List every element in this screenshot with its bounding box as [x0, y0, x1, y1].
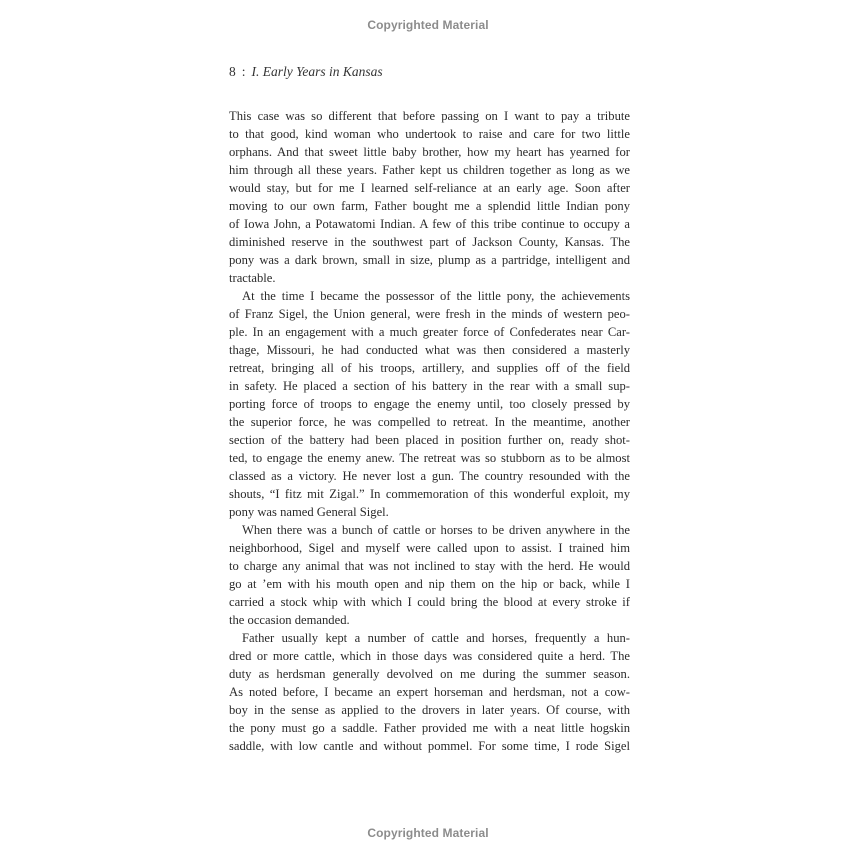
text-line: Father usually kept a number of cattle and horses, frequently a hun-: [242, 631, 630, 645]
text-line: of Iowa John, a Potawatomi Indian. A few of this tribe continue to occupy a: [229, 217, 630, 231]
text-line: carried a stock whip with which I could bring the blood at every stroke if: [229, 595, 630, 609]
text-line: ted, to engage the enemy anew. The retreat was so stubborn as to be almost: [229, 451, 630, 465]
text-line: thage, Missouri, he had conducted what was then considered a masterly: [229, 343, 630, 357]
text-line: dred or more cattle, which in those days was considered quite a herd. The: [229, 649, 630, 663]
text-line: in safety. He placed a section of his battery in the rear with a small sup-: [229, 379, 630, 393]
text-line: orphans. And that sweet little baby brother, how my heart has yearned for: [229, 145, 630, 159]
text-line: As noted before, I became an expert horseman and herdsman, not a cow-: [229, 685, 630, 699]
page-number: 8: [229, 64, 236, 79]
body-text: [229, 107, 630, 755]
text-line: pony was named General Sigel.: [229, 505, 389, 519]
paragraph: [229, 287, 630, 521]
chapter-title: I. Early Years in Kansas: [251, 64, 383, 79]
text-line: boy in the sense as applied to the drovers in later years. Of course, with: [229, 703, 630, 717]
paragraph: [229, 107, 630, 287]
copyright-watermark-bottom: Copyrighted Material: [367, 826, 489, 840]
text-line: shouts, “I fitz mit Zigal.” In commemoration of this wonderful exploit, my: [229, 487, 630, 501]
text-line: him through all these years. Father kept us children together as long as we: [229, 163, 630, 177]
text-line: This case was so different that before passing on I want to pay a tribute: [229, 109, 630, 123]
text-line: tractable.: [229, 271, 276, 285]
running-head-separator: :: [241, 64, 246, 79]
text-line: retreat, bringing all of his troops, artillery, and supplies off of the field: [229, 361, 630, 375]
text-line: the occasion demanded.: [229, 613, 350, 627]
text-line: the superior force, he was compelled to retreat. In the meantime, another: [229, 415, 630, 429]
text-line: of Franz Sigel, the Union general, were fresh in the minds of western peo-: [229, 307, 630, 321]
text-line: the pony must go a saddle. Father provided me with a neat little hogskin: [229, 721, 630, 735]
text-line: saddle, with low cantle and without pommel. For some time, I rode Sigel: [229, 739, 630, 753]
text-line: moving to our own farm, Father bought me a splendid little Indian pony: [229, 199, 630, 213]
text-line: ple. In an engagement with a much greater force of Confederates near Car-: [229, 325, 630, 339]
text-line: to that good, kind woman who undertook to raise and care for two little: [229, 127, 630, 141]
text-line: would stay, but for me I learned self-reliance at an early age. Soon after: [229, 181, 630, 195]
text-line: pony was a dark brown, small in size, plump as a partridge, intelligent and: [229, 253, 630, 267]
paragraph: [229, 629, 630, 755]
text-line: classed as a victory. He never lost a gun. The country resounded with the: [229, 469, 630, 483]
text-line: diminished reserve in the southwest part of Jackson County, Kansas. The: [229, 235, 630, 249]
running-head: [229, 64, 383, 80]
text-line: duty as herdsman generally devolved on me during the summer season.: [229, 667, 630, 681]
text-line: to charge any animal that was not inclined to stay with the herd. He would: [229, 559, 630, 573]
text-line: neighborhood, Sigel and myself were called upon to assist. I trained him: [229, 541, 630, 555]
copyright-watermark-top: Copyrighted Material: [367, 18, 489, 32]
text-line: At the time I became the possessor of the little pony, the achievements: [242, 289, 630, 303]
text-line: When there was a bunch of cattle or horses to be driven anywhere in the: [242, 523, 630, 537]
text-line: section of the battery had been placed in position further on, ready shot-: [229, 433, 630, 447]
paragraph: [229, 521, 630, 629]
text-line: go at ’em with his mouth open and nip them on the hip or back, while I: [229, 577, 630, 591]
text-line: porting force of troops to engage the enemy until, too closely pressed by: [229, 397, 630, 411]
